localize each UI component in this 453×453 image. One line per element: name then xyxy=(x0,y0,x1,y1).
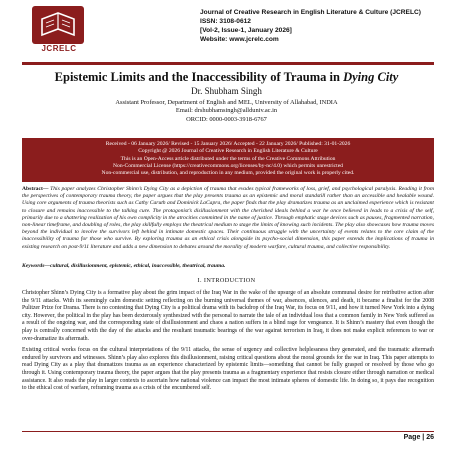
paragraph: Christopher Shinn’s Dying City is a formative play about the grim impact of the Iraq War in the wake of the upsurge of an absolute communal desire for retributive action after the 9/11 attacks. With its seemingly calm domestic setting reflecting on the burning universal themes of war, absences, silences, and death, it became a finalist for the 2008 Pulitzer Prize for Drama. There is no contesting that Dying City is a political drama with its backdrop of the Iraq War, its focus on 9/11, and how it turned New York into a dying city. However, the political in the play has been dexterously synthesized with the personal to narrate the tale of an individual loss that a common family in New York suffered as a result of the ongoing war, and the corresponding state of disillusionment and chaos a nation suffers in a blind rage for vengeance. It is Shinn’s mastery that even though the play is centrally concerned with the day of the attacks and the resultant traumatic bearings of the war against terrorism in Iraq, it does not make explicit references to war or over-dramatize its aftermath. xyxy=(22,290,434,342)
license-line-3: Non-commercial use, distribution, and reproduction in any medium, provided the original work is properly cited. xyxy=(101,170,355,177)
journal-header xyxy=(0,0,453,62)
abstract-text: This paper analyzes Christopher Shinn’s Dying City as a depiction of trauma that evades typical frameworks of loss, grief, and psychological paralysis. Reading it from the perspectives of contemporary trauma theory, the paper argues that the play presents trauma as an epistemic and moral standstill rather than an accessible and healable wound. Using core arguments of trauma theorists such as Cathy Caruth and Dominick LaCapra, the paper finds that the play dramatizes trauma as an unclaimed experience which is resistant to closure and remains inaccessible to the talking cure. The protagonist’s disillusionment with the cherished ideals behind a war he once believed in leads to a crisis of the self, primarily due to a shattering realization of his own complicity in the atrocities committed in the name of justice. Through emphatic stage devices such as pauses, fragmented narration, non-linear timeframe, and doubling of roles, the play skillfully employs the theatrical medium to stage the limits of knowing such incidents. The play also showcases how trauma moves beyond the individual to involve the survivors left behind in intimate domestic spaces. Their continuous struggle with the uncertainty of events relates to the core claim of the inaccessibility of trauma for those who survive. By exploring trauma as an ethical crisis alongside its psycho-social dimension, this paper extends the implications of trauma in existing research on post-9/11 literature and adds a new dimension to debates around the morality of modern warfare, cultural trauma, and collective responsibility. xyxy=(22,186,434,250)
affiliation-line: Assistant Professor, Department of English and MEL, University of Allahabad, INDIA xyxy=(115,99,338,106)
copyright-line: Copyright @ 2026 Journal of Creative Research in English Literature & Culture xyxy=(138,148,318,155)
orcid-line[interactable]: ORCID: 0000-0003-3918-6767 xyxy=(186,115,267,123)
abstract xyxy=(22,186,434,251)
journal-volume: [Vol-2, Issue-1, January 2026] xyxy=(200,27,292,34)
article-title xyxy=(0,70,453,85)
quill-book-icon xyxy=(36,9,80,41)
dates-line: Received - 06 January 2026/ Revised - 15 January 2026/ Accepted - 22 January 2026/ Published: 31-01-2026 xyxy=(105,141,351,147)
journal-website[interactable]: Website: www.jcrelc.com xyxy=(200,36,279,43)
page-number: Page | 26 xyxy=(403,434,434,441)
journal-name: Journal of Creative Research in English Literature & Culture (JCRELC) xyxy=(200,9,421,16)
body-text xyxy=(22,290,434,397)
license-line-2[interactable]: Non-Commercial License (https://creativecommons.org/licenses/by-nc/4.0) which permits unrestricted xyxy=(113,162,343,169)
keywords: Keywords—cultural, disillusionment, epistemic, ethical, inaccessible, theatrical, trauma. xyxy=(22,263,226,269)
journal-info xyxy=(200,8,445,44)
title-italic: Dying City xyxy=(343,70,399,84)
abstract-label: Abstract— xyxy=(22,186,49,192)
footer-divider xyxy=(22,431,434,432)
license-line-1: This is an Open-Access article distributed under the terms of the Creative Commons Attribution xyxy=(120,155,336,162)
author-affiliation xyxy=(0,99,453,124)
publication-info-box xyxy=(22,138,434,182)
journal-issn: ISSN: 3108-0612 xyxy=(200,18,251,25)
email-line[interactable]: Email: drshubhamsingh@allduniv.ac.in xyxy=(175,107,278,115)
paragraph: Existing critical works focus on the cultural interpretations of the 9/11 attacks, the sense of urgency and collective helplessness they generated, and the traumatic aftermath endured by survivors and witnesses. Shinn’s play also explores this disillusionment, raising critical questions about the moral grounds for the war in Iraq. This paper attempts to read Dying City as a play that dramatizes trauma as an experience characterized by epistemic limits—something that cannot be fully grasped or resolved by those who go through it. Using contemporary trauma theory, the paper argues that the play presents trauma as a fragmentary experience that resists closure either through narration or medical assistance. It also reads the play in larger contexts to ascertain how national violence can impact the most intimate spheres of domestic life. In doing so, it pays due recognition to the ethical cost of warfare, reframing trauma as a crisis of the encumbered self. xyxy=(22,347,434,392)
journal-logo xyxy=(22,6,96,56)
section-heading: I. INTRODUCTION xyxy=(197,277,256,284)
title-main: Epistemic Limits and the Inaccessibility of Trauma in xyxy=(54,70,344,84)
author-name: Dr. Shubham Singh xyxy=(191,86,262,96)
logo-text: JCRELC xyxy=(41,44,77,53)
header-divider xyxy=(22,62,434,65)
